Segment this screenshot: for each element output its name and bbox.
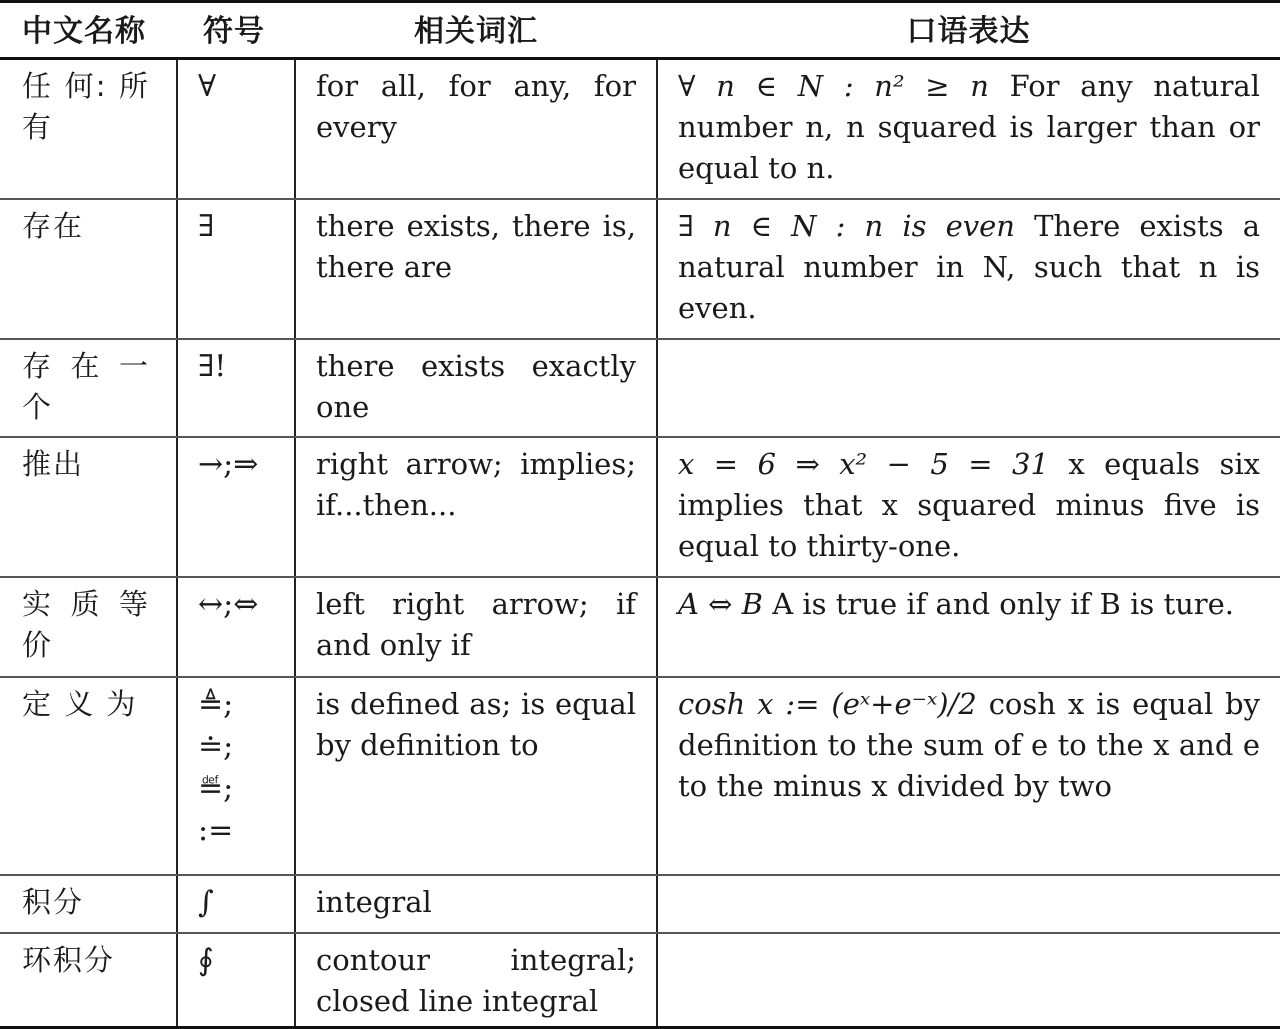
table-row bbox=[0, 875, 1280, 933]
symbol-cell bbox=[177, 339, 295, 437]
spoken-math: ∃ n ∈ N : n is even bbox=[678, 208, 1015, 243]
related-terms-cell: right arrow; implies; if...then... bbox=[295, 437, 657, 577]
chinese-name-cell: 推出 bbox=[0, 437, 177, 577]
spoken-expression-cell bbox=[657, 339, 1280, 437]
symbol-glyph: ≝; bbox=[198, 770, 234, 806]
spoken-expression-cell bbox=[657, 933, 1280, 1028]
symbol-cell bbox=[177, 875, 295, 933]
symbol-glyph: := bbox=[198, 812, 234, 848]
spoken-math: A ⇔ B bbox=[678, 586, 763, 621]
header-symbol: 符号 bbox=[177, 2, 295, 59]
table-header-row bbox=[0, 2, 1280, 59]
spoken-text: A is true if and only if B is ture. bbox=[772, 586, 1235, 621]
spoken-expression-cell bbox=[657, 677, 1280, 875]
table-row bbox=[0, 577, 1280, 677]
symbol-glyph: ∃ bbox=[198, 208, 215, 244]
symbol-glyph: ≐; bbox=[198, 728, 234, 764]
spoken-math: cosh x := (eˣ+e⁻ˣ)/2 bbox=[678, 686, 977, 721]
chinese-name-cell: 存在 bbox=[0, 199, 177, 339]
chinese-name-cell: 任 何: 所有 bbox=[0, 59, 177, 199]
spoken-text: cosh x is equal by definition to the sum of e to the x and e to the minus x divided by two bbox=[678, 686, 1260, 803]
related-terms-cell: left right arrow; if and only if bbox=[295, 577, 657, 677]
symbol-glyph: ↔;⇔ bbox=[198, 586, 259, 622]
spoken-math: x = 6 ⇒ x² − 5 = 31 bbox=[678, 446, 1049, 481]
symbol-cell bbox=[177, 59, 295, 199]
symbol-cell bbox=[177, 677, 295, 875]
spoken-expression-cell bbox=[657, 59, 1280, 199]
chinese-name-cell: 存 在 一 个 bbox=[0, 339, 177, 437]
related-terms-cell: contour integral; closed line integral bbox=[295, 933, 657, 1028]
symbol-glyph: ∀ bbox=[198, 69, 217, 104]
symbol-cell bbox=[177, 437, 295, 577]
spoken-expression-cell bbox=[657, 199, 1280, 339]
table-row bbox=[0, 59, 1280, 199]
symbol-cell bbox=[177, 933, 295, 1028]
header-spoken-expression: 口语表达 bbox=[657, 2, 1280, 59]
spoken-text: There exists a natural number in N, such that n is even. bbox=[678, 208, 1260, 325]
related-terms-cell: is defined as; is equal by definition to bbox=[295, 677, 657, 875]
chinese-name-cell: 积分 bbox=[0, 875, 177, 933]
table-row bbox=[0, 437, 1280, 577]
spoken-text: x equals six implies that x squared minus five is equal to thirty-one. bbox=[678, 446, 1260, 563]
spoken-math: ∀ n ∈ N : n² ≥ n bbox=[678, 69, 989, 103]
spoken-expression-cell bbox=[657, 437, 1280, 577]
related-terms-cell: integral bbox=[295, 875, 657, 933]
symbol-glyph: ∃! bbox=[198, 348, 227, 384]
table-row bbox=[0, 199, 1280, 339]
chinese-name-cell: 实 质 等 价 bbox=[0, 577, 177, 677]
symbol-cell bbox=[177, 577, 295, 677]
header-chinese-name: 中文名称 bbox=[0, 2, 177, 59]
related-terms-cell: for all, for any, for every bbox=[295, 59, 657, 199]
symbol-cell bbox=[177, 199, 295, 339]
symbol-glyph: ≜; bbox=[198, 686, 234, 722]
chinese-name-cell: 环积分 bbox=[0, 933, 177, 1028]
related-terms-cell: there exists exactly one bbox=[295, 339, 657, 437]
chinese-name-cell: 定 义 为 bbox=[0, 677, 177, 875]
related-terms-cell: there exists, there is, there are bbox=[295, 199, 657, 339]
symbol-glyph: ∫ bbox=[198, 884, 214, 920]
spoken-text: For any natural number n, n squared is larger than or equal to n. bbox=[678, 69, 1261, 185]
symbol-glyph: →;⇒ bbox=[198, 446, 259, 482]
header-related-terms: 相关词汇 bbox=[295, 2, 657, 59]
spoken-expression-cell bbox=[657, 577, 1280, 677]
table-row bbox=[0, 933, 1280, 1028]
symbol-glyph: ∮ bbox=[198, 942, 214, 978]
table-row bbox=[0, 677, 1280, 875]
spoken-expression-cell bbox=[657, 875, 1280, 933]
table-row bbox=[0, 339, 1280, 437]
